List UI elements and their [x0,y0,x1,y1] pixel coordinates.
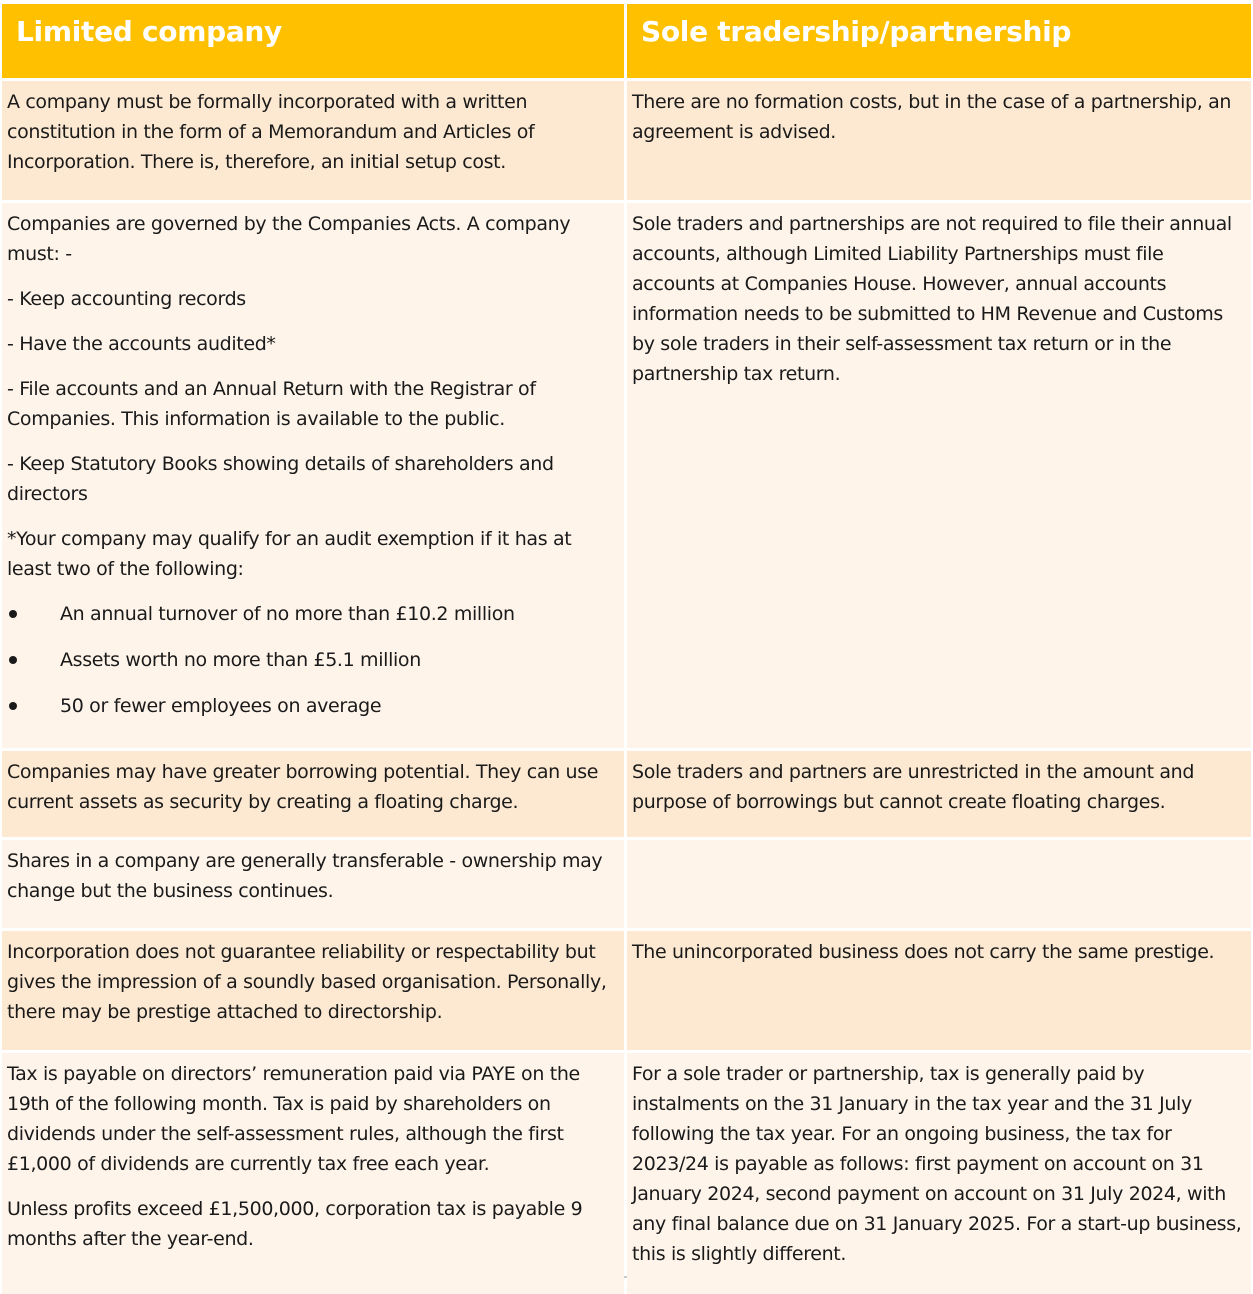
cell-text: The unincorporated business does not carry the same prestige. [632,941,1215,963]
row-governance-sole [627,203,1251,748]
cell-text: Tax is payable on directors’ remuneration paid via PAYE on the 19th of the following month. Tax is paid by shareholders on dividends under the self-assessment rules, although the first £1,000 of dividends are currently tax free each year. [7,1063,580,1175]
cell-text: - File accounts and an Annual Return with the Registrar of Companies. This information is available to the public. [7,378,536,430]
cell-text: Companies may have greater borrowing potential. They can use current assets as security by creating a floating charge. [7,761,599,813]
cell-text: *Your company may qualify for an audit exemption if it has at least two of the following: [7,528,572,580]
cell-text: Sole traders and partners are unrestricted in the amount and purpose of borrowings but cannot create floating charges. [632,761,1195,813]
list-item: An annual turnover of no more than £10.2 million [7,599,619,629]
cell-text: Incorporation does not guarantee reliability or respectability but gives the impression of a soundly based organisation. Personally, there may be prestige attached to directorship. [7,941,607,1023]
cell-text: Companies are governed by the Companies Acts. A company must: - [7,213,571,265]
list-item: 50 or fewer employees on average [7,691,619,721]
header-sole-tradership: Sole tradership/partnership [627,4,1251,78]
cell-text: Sole traders and partnerships are not required to file their annual accounts, although Limited Liability Partnerships must file accounts at Companies House. However, annual accounts information needs to be submitted to HM Revenue and Customs by sole traders in their self-assessment tax return or in the partnership tax return. [632,213,1232,385]
header-limited-company: Limited company [2,4,624,78]
cell-text: Shares in a company are generally transferable - ownership may change but the business continues. [7,850,603,902]
comparison-table [2,4,1248,1278]
row-governance-limited [2,203,624,748]
cell-text: A company must be formally incorporated with a written constitution in the form of a Memorandum and Articles of Incorporation. There is, therefore, an initial setup cost. [7,91,535,173]
row-prestige-sole [627,931,1251,1050]
list-item: Assets worth no more than £5.1 million [7,645,619,675]
audit-exemption-list [7,599,619,721]
row-shares-limited [2,840,624,928]
cell-text: There are no formation costs, but in the case of a partnership, an agreement is advised. [632,91,1232,143]
row-borrowing-limited [2,751,624,837]
cell-text: Unless profits exceed £1,500,000, corporation tax is payable 9 months after the year-end. [7,1198,583,1250]
row-shares-sole [627,840,1251,928]
cell-text: For a sole trader or partnership, tax is generally paid by instalments on the 31 January in the tax year and the 31 July following the tax year. For an ongoing business, the tax for 2023/24 is payable as follows: first payment on account on 31 January 2024, second payment on account on 31 July 2024, with any final balance due on 31 January 2025. For a start-up business, this is slightly different. [632,1063,1242,1265]
row-formation-limited [2,81,624,200]
row-formation-sole [627,81,1251,200]
cell-text: - Have the accounts audited* [7,333,276,355]
row-prestige-limited [2,931,624,1050]
cell-text: - Keep accounting records [7,288,246,310]
row-tax-limited [2,1053,624,1294]
row-borrowing-sole [627,751,1251,837]
row-tax-sole [627,1053,1251,1294]
cell-text: - Keep Statutory Books showing details of shareholders and directors [7,453,554,505]
